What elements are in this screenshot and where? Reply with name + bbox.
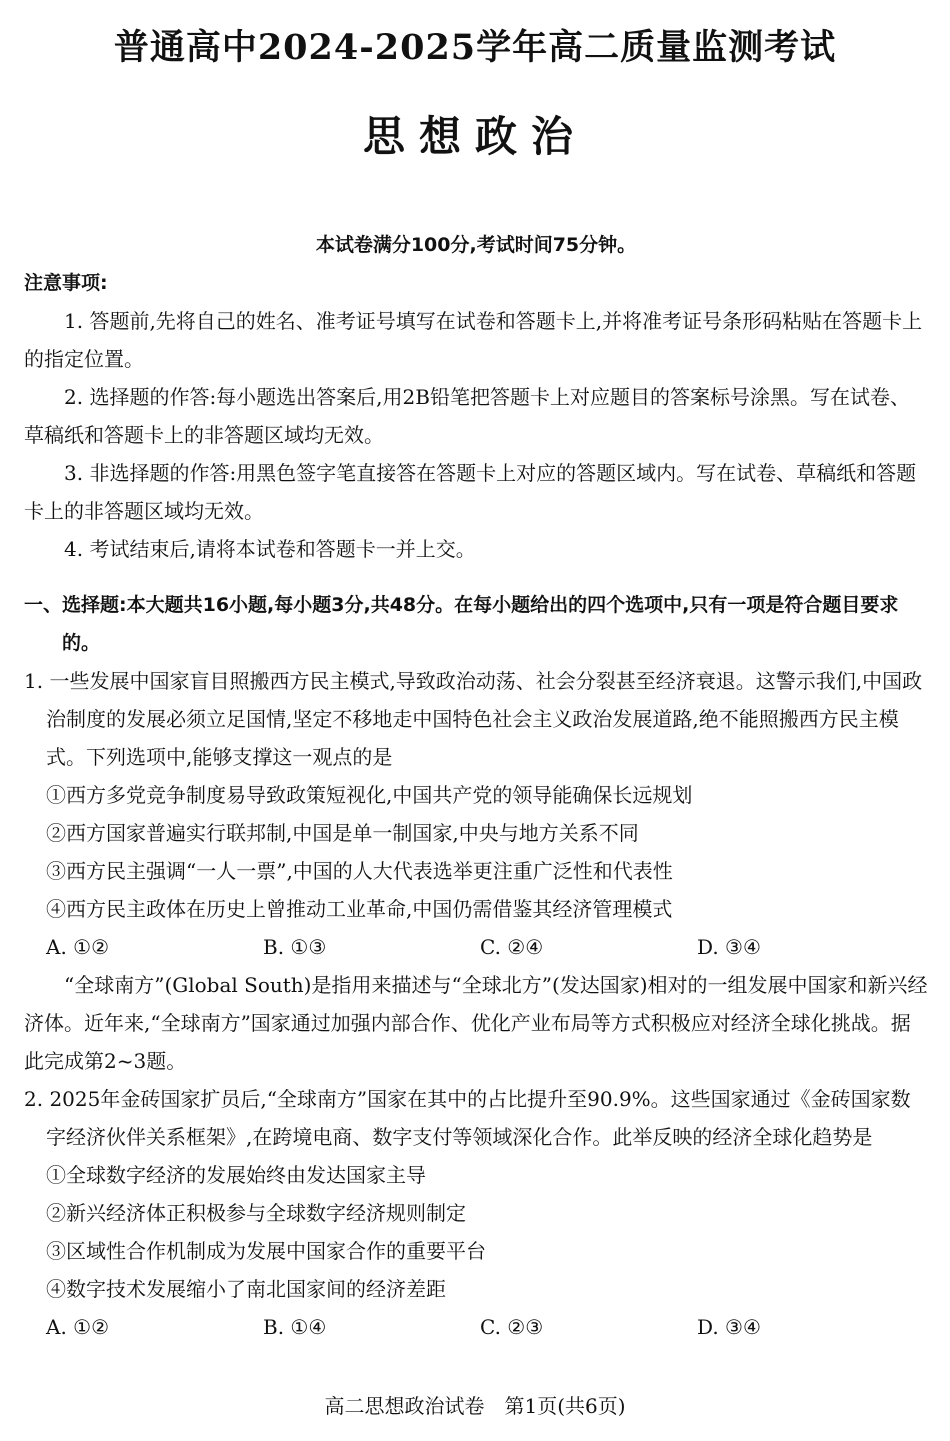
question-1-option-4: ④西方民主政体在历史上曾推动工业革命,中国仍需借鉴其经济管理模式 [46,897,673,921]
notice-item-2: 2. 选择题的作答:每小题选出答案后,用2B铅笔把答题卡上对应题目的答案标号涂黑。写在试卷、草稿纸和答题卡上的非答题区域均无效。 [24,385,910,447]
reading-passage: “全球南方”(Global South)是指用来描述与“全球北方”(发达国家)相对的一组发展中国家和新兴经济体。近年来,“全球南方”国家通过加强内部合作、优化产业布局等方式积极应对经济全球化挑战。据此完成第2~3题。 [24,973,928,1073]
exam-title: 普通高中2024-2025学年高二质量监测考试 [113,27,837,68]
question-2-option-1: ①全球数字经济的发展始终由发达国家主导 [46,1163,426,1187]
question-2-choice-b: B. ①④ [263,1315,327,1339]
question-1-choice-d: D. ③④ [697,935,761,959]
question-2-choice-d: D. ③④ [697,1315,761,1339]
notice-heading: 注意事项: [24,272,108,294]
question-2-option-3: ③区域性合作机制成为发展中国家合作的重要平台 [46,1239,486,1263]
question-2-choice-a: A. ①② [46,1315,110,1339]
question-2-option-2: ②新兴经济体正积极参与全球数字经济规则制定 [46,1201,466,1225]
exam-info: 本试卷满分100分,考试时间75分钟。 [315,234,637,256]
subject-title: 思想政治 [362,112,587,161]
question-2-option-4: ④数字技术发展缩小了南北国家间的经济差距 [46,1277,446,1301]
question-1-stem: 1. 一些发展中国家盲目照搬西方民主模式,导致政治动荡、社会分裂甚至经济衰退。这警示我们,中国政治制度的发展必须立足国情,坚定不移地走中国特色社会主义政治发展道路,绝不能照搬西方民主模式。下列选项中,能够支撑这一观点的是 [24,669,923,769]
question-1-option-2: ②西方国家普遍实行联邦制,中国是单一制国家,中央与地方关系不同 [46,821,639,845]
section-heading: 一、选择题:本大题共16小题,每小题3分,共48分。在每小题给出的四个选项中,只有一项是符合题目要求的。 [24,594,899,654]
notice-item-4: 4. 考试结束后,请将本试卷和答题卡一并上交。 [64,537,476,561]
question-2-choice-c: C. ②③ [480,1315,544,1339]
question-1-option-1: ①西方多党竞争制度易导致政策短视化,中国共产党的领导能确保长远规划 [46,783,693,807]
notice-item-1: 1. 答题前,先将自己的姓名、准考证号填写在试卷和答题卡上,并将准考证号条形码粘贴在答题卡上的指定位置。 [24,309,923,371]
question-1-choice-b: B. ①③ [263,935,327,959]
question-1-choice-a: A. ①② [46,935,110,959]
question-2-choices [24,1308,928,1346]
question-1-choice-c: C. ②④ [480,935,544,959]
question-2-stem: 2. 2025年金砖国家扩员后,“全球南方”国家在其中的占比提升至90.9%。这些国家通过《金砖国家数字经济伙伴关系框架》,在跨境电商、数字支付等领域深化合作。此举反映的经济全球化趋势是 [24,1087,911,1149]
exam-content [24,226,928,1346]
page-footer: 高二思想政治试卷 第1页(共6页) [324,1394,626,1418]
question-1-option-3: ③西方民主强调“一人一票”,中国的人大代表选举更注重广泛性和代表性 [46,859,673,883]
notice-item-3: 3. 非选择题的作答:用黑色签字笔直接答在答题卡上对应的答题区域内。写在试卷、草稿纸和答题卡上的非答题区域均无效。 [24,461,917,523]
question-1-choices [24,928,928,966]
